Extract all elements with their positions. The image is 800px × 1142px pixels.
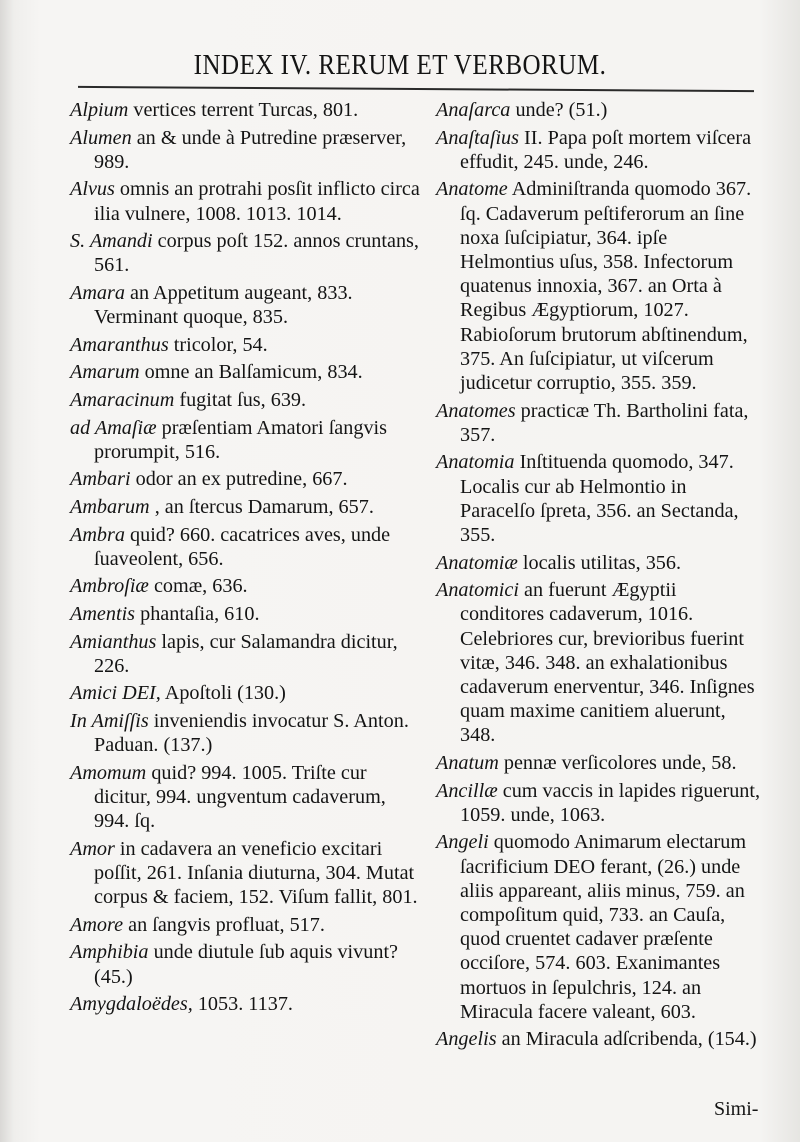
index-entry: Amomum quid? 994. 1005. Triſte cur dicitur, 994. ungventum cadaverum, 994. ſq. bbox=[70, 761, 386, 833]
index-entry: Amentis phantaſia, 610. bbox=[70, 602, 260, 625]
index-entry: S. Amandi corpus poſt 152. annos cruntans, 561. bbox=[70, 230, 419, 277]
index-entry: Angeli quomodo Animarum electarum ſacrificium DEO ferant, (26.) unde aliis appareant, aliis minus, 759. an compoſitum quid, 733. an Cauſa, quod cruentet cadaver præſente occiſore, 574. 603. Exanimantes mortuos in ſepulchris, 124. an Miracula facere valeant, 603. bbox=[436, 831, 747, 1023]
index-entry: Ancillæ cum vaccis in lapides riguerunt, 1059. unde, 1063. bbox=[436, 779, 761, 826]
index-entry: Alvus omnis an protrahi posſit inflicto circa ilia vulnere, 1008. 1013. 1014. bbox=[70, 178, 420, 225]
index-entry: Ambarum , an ſtercus Damarum, 657. bbox=[70, 495, 374, 518]
index-entry: Anatomes practicæ Th. Bartholini fata, 357. bbox=[436, 399, 749, 446]
index-entry: Amianthus lapis, cur Salamandra dicitur, 226. bbox=[70, 630, 398, 677]
index-entry: Amarum omne an Balſamicum, 834. bbox=[70, 361, 363, 384]
index-entry: Amore an ſangvis profluat, 517. bbox=[70, 913, 325, 936]
index-entry: Amici DEI, Apoſtoli (130.) bbox=[70, 682, 286, 705]
index-entry: Alumen an & unde à Putredine præserver, 989. bbox=[70, 126, 407, 173]
index-entry: Alpium vertices terrent Turcas, 801. bbox=[70, 99, 359, 121]
page-header: INDEX IV. RERUM ET VERBORUM. bbox=[193, 50, 607, 81]
right-column bbox=[436, 98, 762, 1055]
index-entry: Ambroſiæ comæ, 636. bbox=[70, 575, 248, 598]
index-entry: Anatomia Inſtituenda quomodo, 347. Localis cur ab Helmontio in Paracelſo ſpreta, 356. an Sectanda, 355. bbox=[436, 451, 739, 547]
index-entry: ad Amaſiæ præſentiam Amatori ſangvis prorumpit, 516. bbox=[70, 416, 388, 463]
index-entry: Amor in cadavera an veneficio excitari poſſit, 261. Inſania diuturna, 304. Mutat corpus & faciem, 152. Viſum fallit, 801. bbox=[70, 837, 418, 909]
index-entry: Ambari odor an ex putredine, 667. bbox=[70, 468, 348, 491]
index-entry: Amara an Appetitum augeant, 833. Verminant quoque, 835. bbox=[70, 281, 353, 329]
index-entry: Ambra quid? 660. cacatrices aves, unde ſuaveolent, 656. bbox=[70, 523, 391, 570]
index-entry: Anatomiæ localis utilitas, 356. bbox=[436, 551, 682, 574]
index-entry: Anatome Adminiſtranda quomodo 367. ſq. Cadaverum peſtiferorum an ſine noxa ſuſcipiatur, 364. ipſe Helmontius uſus, 358. Infectorum quatenus innoxia, 367. an Orta à Regibus Ægyptiorum, 1027. Rabioſorum brutorum abſtinendum, 375. An ſuſcipiatur, ut viſcerum judicetur corruptio, 355. 359. bbox=[436, 178, 752, 395]
index-entry: Amaracinum fugitat ſus, 639. bbox=[70, 388, 307, 411]
index-entry: Anatum pennæ verſicolores unde, 58. bbox=[436, 752, 737, 775]
index-entry: Anatomici an fuerunt Ægyptii conditores cadaverum, 1016. Celebriores cur, brevioribus fuerint vitæ, 346. 348. an exhalationibus cadaverum enerventur, 346. Inſignes quam maxime canitiem aluerunt, 348. bbox=[436, 579, 755, 747]
index-entry: Anaſtaſius II. Papa poſt mortem viſcera effudit, 245. unde, 246. bbox=[436, 126, 752, 173]
catchword: Simi- bbox=[714, 1098, 759, 1120]
index-entry: In Amiſſis inveniendis invocatur S. Anton. Paduan. (137.) bbox=[70, 709, 409, 757]
index-entry: Amaranthus tricolor, 54. bbox=[70, 333, 268, 356]
index-entry: Angelis an Miracula adſcribenda, (154.) bbox=[436, 1028, 757, 1051]
index-entry: Amphibia unde diutule ſub aquis vivunt? (45.) bbox=[70, 941, 399, 988]
left-column bbox=[70, 98, 420, 1020]
header-rule bbox=[78, 86, 754, 92]
index-entry: Anaſarca unde? (51.) bbox=[436, 99, 608, 121]
index-entry: Amygdaloëdes, 1053. 1137. bbox=[70, 993, 293, 1016]
